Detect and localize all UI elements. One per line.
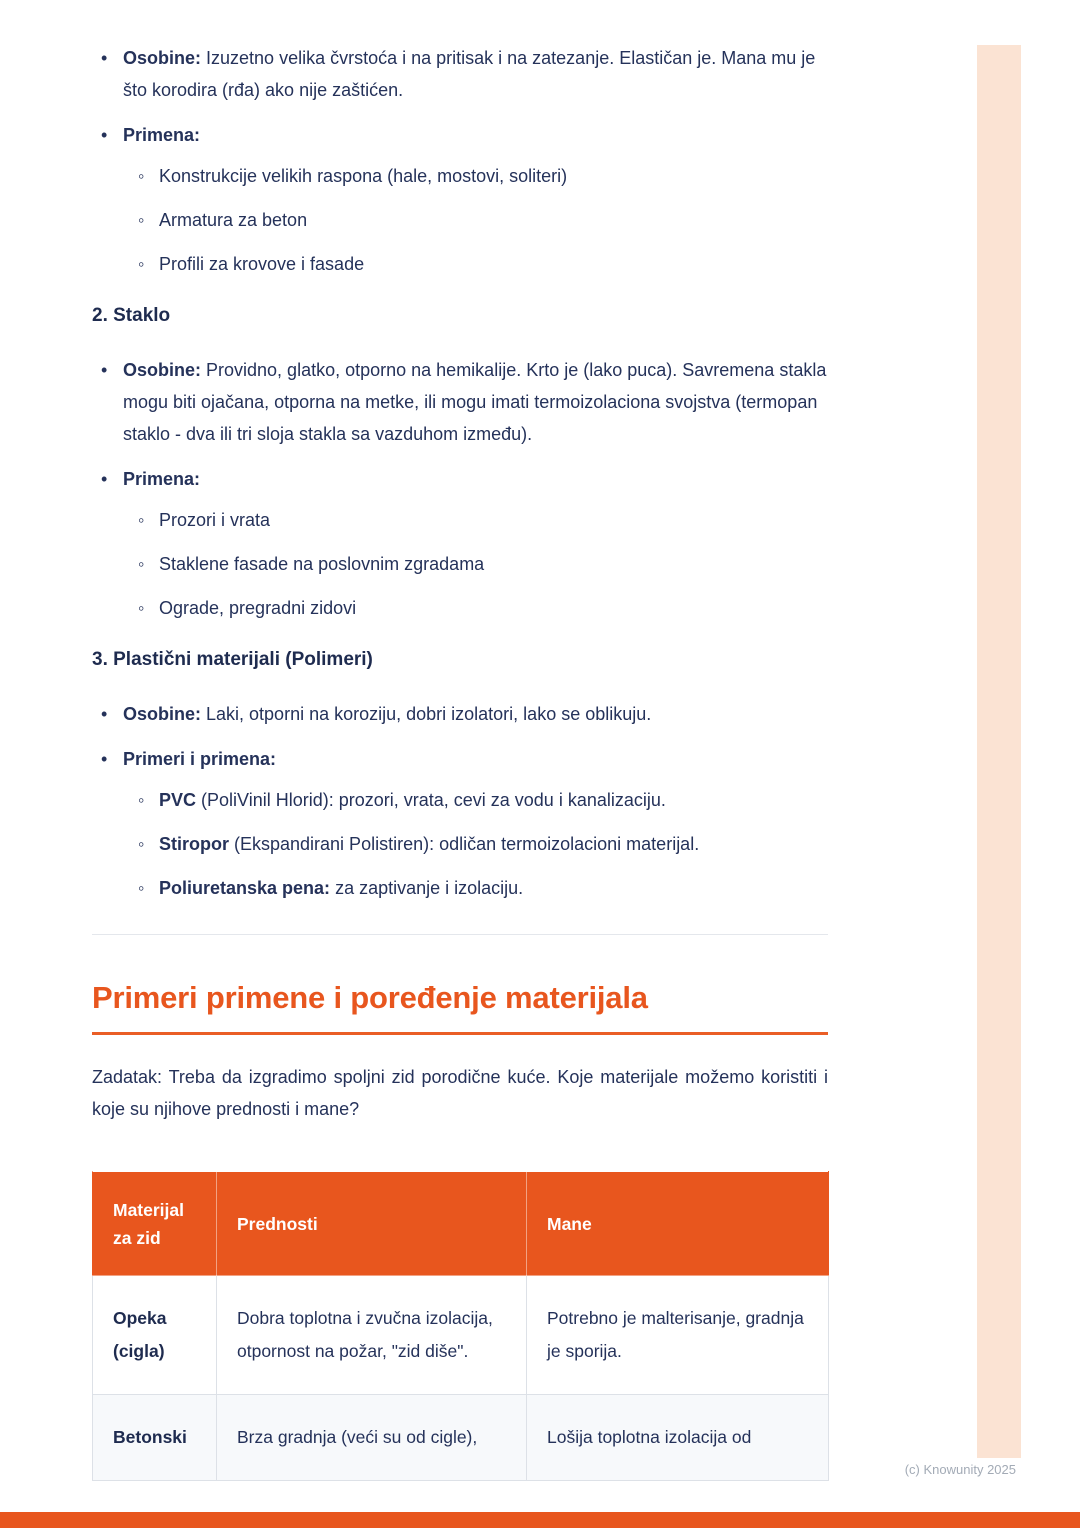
page-title: Primeri primene i poređenje materijala [92, 980, 648, 1015]
list-item-primena [92, 463, 828, 624]
item-text: Providno, glatko, otporno na hemikalije. Krto je (lako puca). Savremena stakla mogu biti ojačana, otporna na metke, ili mogu imati termoizolaciona svojstva (termopan staklo - dva ili tri sloja stakla sa vazduhom između). [123, 360, 827, 444]
sub-list-item [138, 160, 828, 192]
sub-list-item [138, 548, 828, 580]
list-item-primena [92, 119, 828, 280]
sub-item-text: Konstrukcije velikih raspona (hale, mostovi, soliteri) [159, 166, 568, 186]
task-paragraph: Zadatak: Treba da izgradimo spoljni zid porodične kuće. Koje materijale možemo koristiti i koje su njihove prednosti i mane? [92, 1067, 828, 1119]
cell-material: Opeka (cigla) [93, 1276, 217, 1395]
item-lead: Osobine: [123, 360, 202, 380]
right-accent-stripe [977, 45, 1021, 1458]
sub-list-item [138, 504, 828, 536]
item-lead: Primeri i primena: [123, 749, 277, 769]
list-item-osobine [92, 42, 828, 106]
list-item-osobine [92, 698, 828, 730]
table-row-opeka [93, 1276, 829, 1395]
copyright-credit: (c) Knowunity 2025 [904, 1462, 1016, 1477]
sub-list-item [138, 872, 828, 904]
cell-cons: Potrebno je malterisanje, gradnja je sporija. [527, 1276, 829, 1395]
sub-list-item [138, 828, 828, 860]
heading-underline [92, 1032, 828, 1035]
sub-item-text: Staklene fasade na poslovnim zgradama [159, 554, 485, 574]
cell-cons: Lošija toplotna izolacija od [527, 1395, 829, 1481]
list-item-osobine [92, 354, 828, 450]
item-text: Izuzetno velika čvrstoća i na pritisak i na zatezanje. Elastičan je. Mana mu je što korodira (rđa) ako nije zaštićen. [123, 48, 816, 100]
bullet-list-section-3 [92, 698, 828, 904]
sub-item-lead: Poliuretanska pena: [159, 878, 331, 898]
sub-item-text: Profili za krovove i fasade [159, 254, 365, 274]
column-header-materijal: Materijal za zid [93, 1172, 217, 1276]
item-lead: Primena: [123, 469, 201, 489]
sub-list-item [138, 248, 828, 280]
table-header-row [93, 1172, 829, 1276]
sub-list-item [138, 784, 828, 816]
column-header-mane: Mane [527, 1172, 829, 1276]
item-lead: Osobine: [123, 704, 202, 724]
sub-list-item [138, 204, 828, 236]
cell-material: Betonski [93, 1395, 217, 1481]
comparison-table [92, 1171, 829, 1481]
item-lead: Primena: [123, 125, 201, 145]
sub-item-text: Armatura za beton [159, 210, 308, 230]
sub-item-text: Ograde, pregradni zidovi [159, 598, 357, 618]
bullet-list-section-2 [92, 354, 828, 624]
sub-list-item [138, 592, 828, 624]
section-heading-plastika: 3. Plastični materijali (Polimeri) [92, 649, 373, 670]
cell-pros: Dobra toplotna i zvučna izolacija, otpornost na požar, "zid diše". [217, 1276, 527, 1395]
sub-bullet-list [123, 504, 828, 624]
item-text: Laki, otporni na koroziju, dobri izolatori, lako se oblikuju. [201, 704, 652, 724]
sub-item-text: Prozori i vrata [159, 510, 271, 530]
sub-item-text: za zaptivanje i izolaciju. [330, 878, 524, 898]
sub-item-lead: Stiropor [159, 834, 229, 854]
sub-item-lead: PVC [159, 790, 197, 810]
page-content [92, 42, 828, 1481]
bullet-list-section-1 [92, 42, 828, 280]
sub-item-text: (Ekspandirani Polistiren): odličan termoizolacioni materijal. [229, 834, 700, 854]
section-divider [92, 934, 828, 935]
sub-bullet-list [123, 160, 828, 280]
bottom-accent-bar [0, 1512, 1080, 1528]
list-item-primeri-primena [92, 743, 828, 904]
sub-bullet-list [123, 784, 828, 904]
item-lead: Osobine: [123, 48, 202, 68]
cell-pros: Brza gradnja (veći su od cigle), [217, 1395, 527, 1481]
column-header-prednosti: Prednosti [217, 1172, 527, 1276]
section-heading-staklo: 2. Staklo [92, 305, 171, 326]
sub-item-text: (PoliVinil Hlorid): prozori, vrata, cevi za vodu i kanalizaciju. [196, 790, 666, 810]
table-row-betonski [93, 1395, 829, 1481]
